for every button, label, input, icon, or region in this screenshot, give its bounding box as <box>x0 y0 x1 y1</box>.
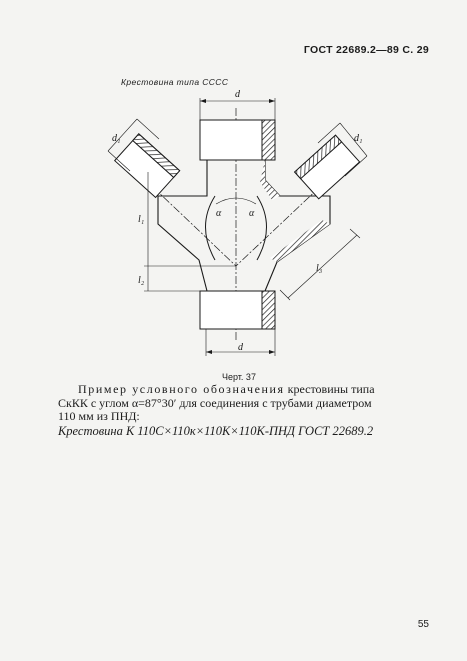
dim-l2: l₂ <box>138 275 145 286</box>
example-line1-rest: крестовины типа <box>287 382 375 396</box>
dim-l1: l₁ <box>138 214 145 225</box>
angle-alpha-left: α <box>216 208 222 219</box>
dim-d1-left: d₁ <box>112 133 121 144</box>
page-number: 55 <box>417 619 429 630</box>
drawing-caption: Крестовина типа СССС <box>121 77 229 87</box>
dim-l3: l₃ <box>316 263 323 274</box>
example-designation: Крестовина К 110С×110к×110К×110К-ПНД ГОСТ 22689.2 <box>58 424 374 438</box>
dim-d1-right: d₁ <box>354 133 363 144</box>
angle-alpha-right: α <box>249 208 255 219</box>
standard-header: ГОСТ 22689.2—89 С. 29 <box>303 44 429 56</box>
dim-d-top: d <box>235 89 240 100</box>
example-lead: Пример условного обозначения <box>78 382 285 396</box>
example-line2: СкКК с углом α=87°30′ для соединения с трубами диаметром <box>58 395 372 410</box>
example-line3: 110 мм из ПНД: <box>58 409 140 423</box>
example-paragraph <box>58 383 436 424</box>
dim-d-bottom: d <box>238 342 243 353</box>
figure-label: Черт. 37 <box>222 372 256 382</box>
